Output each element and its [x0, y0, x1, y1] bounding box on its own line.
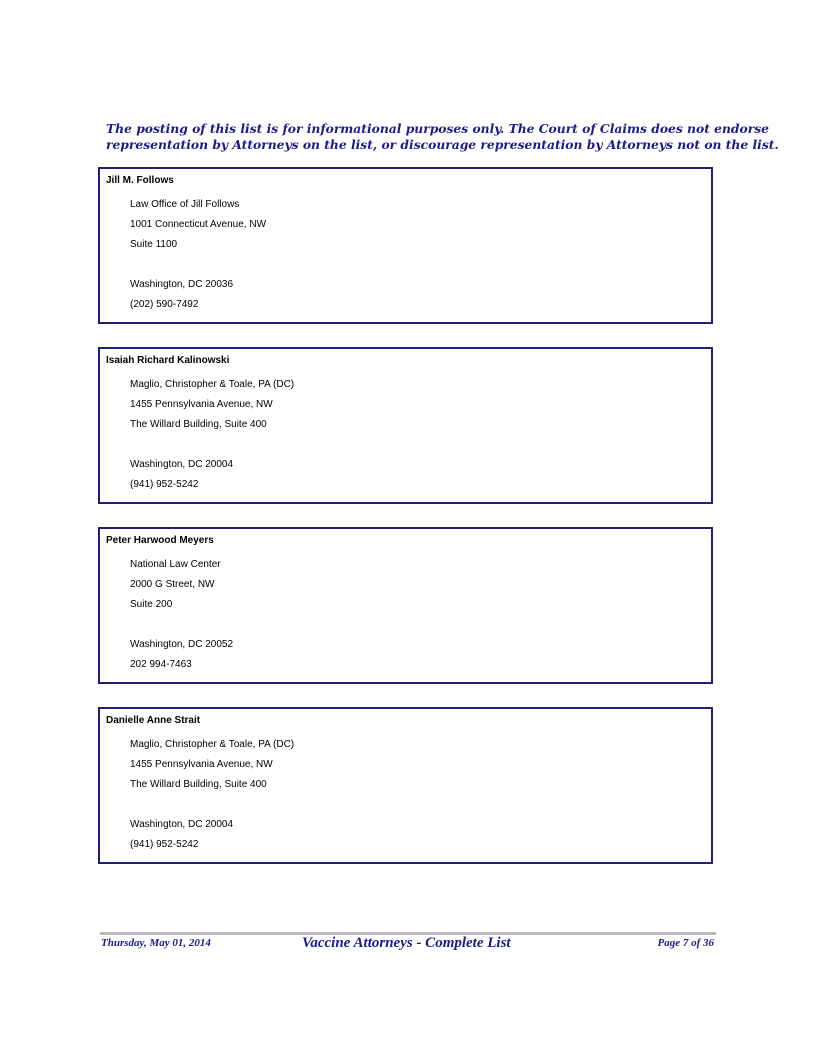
attorney-address-1: 2000 G Street, NW [130, 579, 215, 590]
attorney-phone: (941) 952-5242 [130, 839, 199, 850]
attorney-card [98, 707, 713, 864]
attorney-firm: Maglio, Christopher & Toale, PA (DC) [130, 739, 295, 750]
attorney-name: Jill M. Follows [106, 175, 174, 186]
attorney-phone: 202 994-7463 [130, 659, 192, 670]
attorney-card [98, 167, 713, 324]
attorney-card [98, 527, 713, 684]
page-number: Page 7 of 36 [657, 937, 714, 949]
attorney-city-state-zip: Washington, DC 20052 [130, 639, 234, 650]
disclaimer-line-2: representation by Attorneys on the list, or discourage representation by Attorneys not on the list. [106, 137, 779, 152]
disclaimer [106, 121, 779, 153]
attorney-address-1: 1455 Pennsylvania Avenue, NW [130, 759, 273, 770]
attorney-name: Peter Harwood Meyers [106, 535, 214, 546]
attorney-address-2: Suite 200 [130, 599, 173, 610]
attorney-phone: (941) 952-5242 [130, 479, 199, 490]
attorney-name: Isaiah Richard Kalinowski [106, 355, 230, 366]
attorney-city-state-zip: Washington, DC 20004 [130, 459, 234, 470]
attorney-name: Danielle Anne Strait [106, 715, 201, 726]
attorney-address-1: 1001 Connecticut Avenue, NW [130, 219, 267, 230]
attorney-firm: Law Office of Jill Follows [130, 199, 240, 210]
attorney-city-state-zip: Washington, DC 20004 [130, 819, 234, 830]
footer-title: Vaccine Attorneys - Complete List [302, 935, 511, 951]
attorney-firm: National Law Center [130, 559, 221, 570]
attorney-city-state-zip: Washington, DC 20036 [130, 279, 234, 290]
attorney-firm: Maglio, Christopher & Toale, PA (DC) [130, 379, 295, 390]
attorney-address-1: 1455 Pennsylvania Avenue, NW [130, 399, 273, 410]
footer-date: Thursday, May 01, 2014 [101, 937, 211, 949]
attorney-phone: (202) 590-7492 [130, 299, 199, 310]
attorney-address-2: The Willard Building, Suite 400 [130, 419, 267, 430]
attorney-card [98, 347, 713, 504]
attorney-address-2: The Willard Building, Suite 400 [130, 779, 267, 790]
attorney-address-2: Suite 1100 [130, 239, 178, 250]
disclaimer-line-1: The posting of this list is for informational purposes only. The Court of Claims does not endorse [106, 121, 769, 136]
